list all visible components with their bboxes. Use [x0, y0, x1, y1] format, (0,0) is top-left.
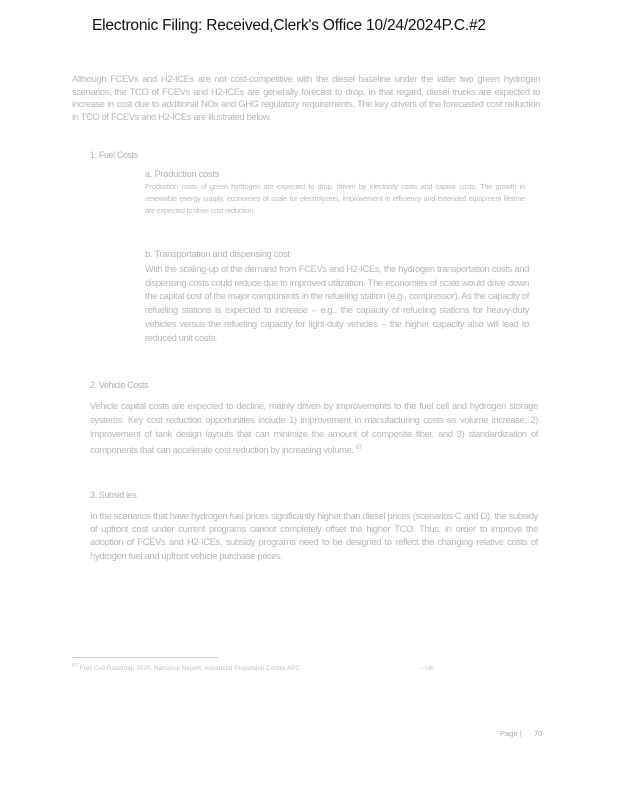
section-2-heading: 2. Vehicle Costs	[90, 380, 149, 390]
page-value: 70	[533, 729, 543, 738]
section-2-body	[90, 399, 538, 458]
footnote-separator	[72, 657, 218, 658]
footnote-number: 67	[72, 663, 78, 669]
section-3-heading: 3. Subsid ies	[90, 490, 137, 500]
footnote-suffix: – UK	[419, 665, 434, 673]
footnote	[72, 662, 472, 673]
page-label: Page |	[500, 729, 522, 738]
section-2-body-text: Vehicle capital costs are expected to decline, mainly driven by improvements to the fuel cell and hydrogen storage systems. Key cost reduction opportunities include 1) improvement in manufacturing costs as volume increase, 2) improvement of tank design layouts that can minimize the amount of composite fiber, and 3) standardization of components that can accelerate cost reduction by increasing volume.	[90, 400, 538, 456]
subsection-b-body: With the scaling-up of the demand from FCEVs and H2-ICEs, the hydrogen transportation costs and dispensing costs could reduce due to improved utilization. The economies of scale would drive down the capital cost of the major components in the refueling station (e.g., compressor). As the capacity of refueling stations is expected to increase – e.g., the capacity of refueling stations for heavy-duty vehicles versus the refueling capacity for light-duty vehicles – the higher capacity also will lead to reduced unit costs.	[145, 263, 529, 343]
intro-paragraph: Although FCEVs and H2-ICEs are not cost-competitive with the diesel baseline under the latter two green hydrogen scenarios, the TCO of FCEVs and H2-ICEs are generally forecast to drop. In that regard, diesel trucks are expected to increase in cost due to additional NOx and GHG regulatory requirements. The key drivers of the forecasted cost reduction in TCO of FCEVs and H2-ICEs are illustrated below.	[72, 73, 540, 122]
section-1-heading: 1. Fuel Costs	[90, 150, 138, 160]
electronic-filing-stamp: Electronic Filing: Received,Clerk's Office 10/24/2024P.C.#2	[92, 17, 486, 34]
footnote-text: Fuel Cell Roadmap 2020, Narrative Report, Advanced Propulsion Centre APC	[79, 665, 300, 673]
subsection-a-heading: a. Production costs	[145, 168, 220, 179]
subsection-a-body: Production costs of green hydrogen are expected to drop, driven by electricity costs and capital costs. The growth in renewable energy supply, economies of scale for electrolyzers, improvement in efficiency and extended equipment lifetime are expected to drive cost reduction.	[145, 182, 525, 216]
page-number	[500, 729, 542, 738]
section-3-body: In the scenarios that have hydrogen fuel prices significantly higher than diesel prices (scenarios C and D), the subsidy of upfront cost under current programs cannot completely offset the higher TCO. Thus, in order to improve the adoption of FCEVs and H2-ICEs, subsidy programs need to be designed to reflect the changing relative costs of hydrogen fuel and upfront vehicle purchase prices.	[90, 510, 538, 561]
footnote-ref-67[interactable]: 67	[355, 445, 362, 452]
subsection-b-heading: b. Transportation and dispensing cost	[145, 248, 290, 259]
